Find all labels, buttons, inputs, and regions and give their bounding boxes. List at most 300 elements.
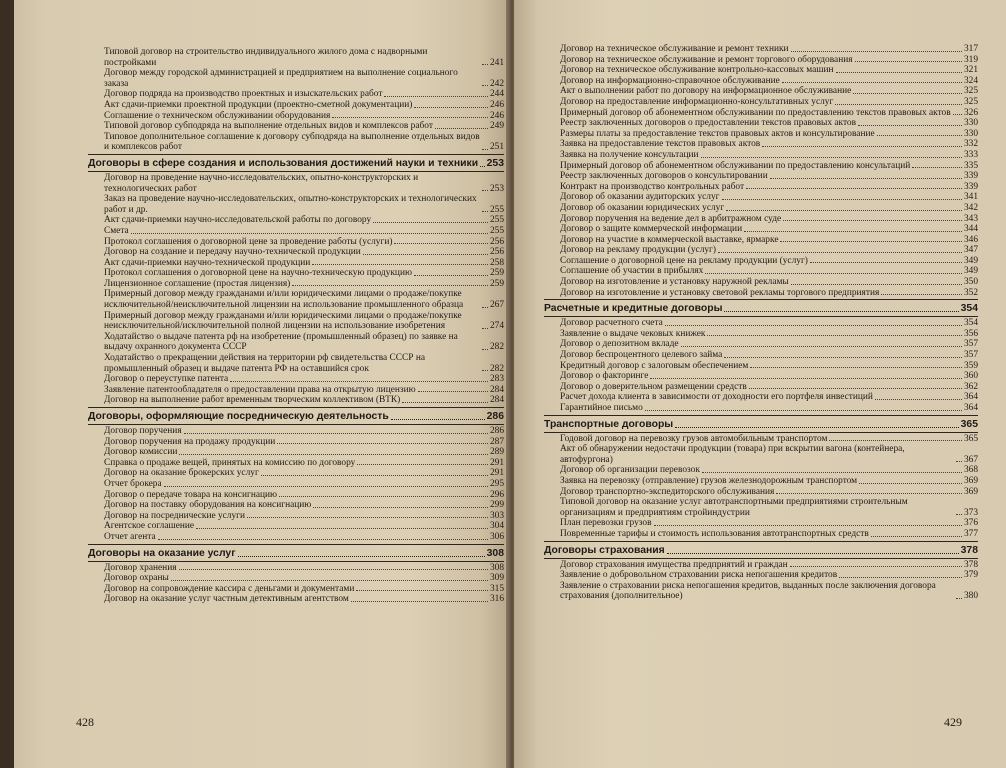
leader-dots (956, 514, 962, 515)
leader-dots (780, 241, 961, 242)
toc-entry-page: 325 (963, 86, 978, 97)
toc-entry (544, 245, 978, 256)
toc-entry-page: 296 (489, 489, 504, 500)
toc-entry-title: Договор о факторинге (560, 371, 649, 382)
leader-dots (702, 472, 962, 473)
leader-dots (912, 167, 962, 168)
toc-entry-title: Кредитный договор с залоговым обеспечением (560, 360, 749, 371)
toc-entry (544, 581, 978, 602)
leader-dots (482, 85, 488, 86)
toc-entry-page: 380 (963, 591, 978, 602)
toc-entry-page: 303 (489, 510, 504, 521)
leader-dots (179, 454, 488, 455)
leader-dots (418, 391, 488, 392)
leader-dots (681, 346, 962, 347)
toc-entry-title: Гарантийное письмо (560, 403, 643, 413)
leader-dots (853, 93, 962, 94)
toc-entry-title: План перевозки грузов (560, 518, 652, 529)
toc-entry-page: 241 (489, 57, 504, 68)
toc-entry-title: Лицензионное соглашение (простая лицензия) (104, 278, 291, 289)
leader-dots (859, 483, 962, 484)
toc-entry-title: Заказ на проведение научно-исследовательских, опытно-конструкторских и технологических работ и др. (104, 194, 477, 215)
toc-entry (544, 518, 978, 529)
toc-entry (88, 353, 504, 374)
toc-entry-page: 349 (963, 255, 978, 266)
leader-dots (877, 135, 962, 136)
toc-entry (544, 161, 978, 172)
section-page-number: 286 (486, 411, 504, 422)
leader-dots (667, 553, 959, 554)
leader-dots (247, 517, 488, 518)
toc-entry-page: 368 (963, 465, 978, 476)
toc-entry (88, 374, 504, 385)
leader-dots (391, 419, 485, 420)
section-rule (88, 171, 504, 172)
toc-entry-title: Договор транспортно-экспедиторского обслуживания (560, 486, 775, 497)
toc-entry-title: Реестр заключенных договоров о консультировании (560, 171, 768, 182)
toc-entry-page: 284 (489, 395, 504, 406)
toc-entry (544, 444, 978, 465)
leader-dots (482, 370, 488, 371)
section-title: Транспортные договоры (544, 418, 674, 430)
toc-entry-title: Контракт на производство контрольных работ (560, 181, 745, 192)
leader-dots (782, 82, 962, 83)
toc-entry-page: 291 (489, 457, 504, 468)
toc-entry (544, 560, 978, 571)
toc-entry (544, 339, 978, 350)
toc-entry (544, 203, 978, 214)
toc-entry (88, 89, 504, 100)
toc-entry (88, 573, 504, 584)
leader-dots (750, 367, 962, 368)
toc-entry (88, 258, 504, 269)
toc-entry (544, 76, 978, 87)
section-rule (88, 561, 504, 562)
toc-entry (544, 224, 978, 235)
section-page-number: 308 (486, 547, 504, 559)
toc-entry-page: 379 (963, 570, 978, 581)
leader-dots (791, 284, 962, 285)
toc-entry (544, 256, 978, 267)
leader-dots (726, 210, 962, 211)
toc-entry (88, 437, 504, 448)
leader-dots (384, 96, 487, 97)
section-rule (544, 558, 978, 559)
toc-entry (88, 490, 504, 501)
leader-dots (665, 325, 962, 326)
toc-entry (88, 500, 504, 511)
toc-entry-title: Типовой договор на оказание услуг автотранспортными предприятиями строительным организациям и предприятиям стройиндустрии (560, 497, 908, 518)
toc-entry-page: 364 (963, 392, 978, 403)
toc-entry-page: 286 (489, 426, 504, 436)
toc-entry-page: 335 (963, 160, 978, 171)
toc-entry-page: 267 (489, 300, 504, 311)
toc-entry-title: Отчет агента (104, 531, 156, 542)
toc-entry (88, 247, 504, 258)
toc-entry-title: Договор на техническое обслуживание и ремонт торгового оборудования (560, 54, 853, 65)
leader-dots (722, 199, 962, 200)
toc-entry-page: 274 (489, 321, 504, 332)
section-rule (544, 299, 978, 300)
toc-entry-title: Справка о продаже вещей, принятых на комиссию по договору (104, 457, 356, 468)
toc-entry-page: 367 (963, 454, 978, 465)
toc-entry (88, 215, 504, 226)
toc-entry-page: 359 (963, 360, 978, 371)
toc-entry-page: 256 (489, 247, 504, 258)
toc-entry-title: Смета (104, 225, 129, 236)
toc-entry-title: Договор поручения (104, 426, 182, 436)
toc-entry-page: 253 (489, 183, 504, 194)
leader-dots (164, 486, 488, 487)
toc-entry (544, 214, 978, 225)
toc-entry (88, 521, 504, 532)
leader-dots (650, 378, 962, 379)
toc-entry-page: 350 (963, 277, 978, 288)
leader-dots (791, 51, 962, 52)
toc-entry-title: Договор поручения на ведение дел в арбитражном суде (560, 213, 782, 224)
toc-entry-page: 378 (963, 559, 978, 570)
section-rule (88, 154, 504, 155)
section-page-number: 354 (960, 303, 978, 315)
leader-dots (482, 349, 488, 350)
toc-entry-page: 364 (963, 403, 978, 413)
toc-entry (88, 311, 504, 332)
leader-dots (705, 273, 962, 274)
toc-entry (544, 476, 978, 487)
toc-entry (544, 65, 978, 76)
toc-entry-page: 373 (963, 507, 978, 518)
leader-dots (414, 275, 488, 276)
toc-entry (544, 139, 978, 150)
toc-entry-page: 321 (963, 65, 978, 76)
toc-entry-title: Заявление патентообладателя о предоставлении права на открытую лицензию (104, 384, 416, 395)
toc-entry-page: 347 (963, 245, 978, 256)
leader-dots (724, 311, 958, 312)
section-rule (88, 544, 504, 545)
toc-entry-title: Договор хранения (104, 562, 177, 573)
toc-entry-page: 333 (963, 149, 978, 160)
toc-entry-title: Ходатайство о прекращении действия на территории рф свидетельства СССР на промышленный образец и выдаче патента РФ на оставшийся срок (104, 353, 426, 374)
right-toc (544, 44, 978, 602)
leader-dots (292, 285, 488, 286)
leader-dots (356, 590, 488, 591)
toc-entry (544, 44, 978, 55)
toc-entry-page: 354 (963, 318, 978, 329)
toc-entry-page: 308 (489, 562, 504, 573)
toc-entry-page: 319 (963, 54, 978, 65)
toc-entry (544, 108, 978, 119)
leader-dots (351, 601, 488, 602)
toc-entry-title: Договор о передаче товара на консигнацию (104, 489, 278, 500)
toc-entry-title: Договор на рекламу продукции (услуг) (560, 245, 717, 256)
toc-entry-page: 282 (489, 342, 504, 353)
section-title: Договоры в сфере создания и использования достижений науки и техники (88, 157, 479, 169)
toc-entry-title: Договор на оказание брокерских услуг (104, 468, 259, 479)
toc-entry-title: Договор об оказании аудиторских услуг (560, 192, 720, 203)
toc-entry-page: 357 (963, 350, 978, 361)
toc-entry-page: 325 (963, 96, 978, 107)
toc-entry (544, 403, 978, 414)
toc-entry-page: 369 (963, 475, 978, 486)
toc-entry-page: 284 (489, 384, 504, 395)
toc-entry-page: 287 (489, 436, 504, 447)
leader-dots (829, 440, 962, 441)
toc-entry-page: 369 (963, 486, 978, 497)
toc-entry-title: Акт о выполнении работ по договору на информационное обслуживание (560, 86, 852, 97)
right-page (514, 0, 1006, 768)
toc-entry-title: Примерный договор между гражданами и/или юридическими лицами о продаже/покупке неисключительной/исключительной полной лицензии на использование изобретения (104, 310, 462, 332)
toc-entry-title: Заявка на получение консультации (560, 149, 699, 160)
toc-entry (544, 97, 978, 108)
section-rule (88, 407, 504, 408)
toc-entry (544, 371, 978, 382)
toc-entry (544, 171, 978, 182)
toc-entry-title: Заявление о добровольном страховании риска непогашения кредитов (560, 570, 838, 581)
toc-entry (88, 426, 504, 437)
toc-entry-title: Примерный договор об абонементном обслуживании по предоставлению консультаций (560, 160, 911, 171)
leader-dots (701, 157, 962, 158)
toc-entry-page: 282 (489, 363, 504, 374)
toc-entry-page: 291 (489, 468, 504, 479)
toc-entry-title: Годовой договор на перевозку грузов автомобильным транспортом (560, 433, 828, 444)
toc-entry-title: Договор на поставку оборудования на консигнацию (104, 500, 312, 511)
toc-entry-title: Агентское соглашение (104, 521, 195, 532)
section-heading (88, 548, 504, 560)
leader-dots (373, 222, 488, 223)
toc-entry-page: 326 (963, 107, 978, 118)
toc-entry-page: 357 (963, 339, 978, 350)
toc-entry (88, 468, 504, 479)
toc-entry-title: Ходатайство о выдаче патента рф на изобретение (промышленный образец) по заявке на выдачу охранного документа СССР (104, 331, 458, 353)
leader-dots (312, 264, 488, 265)
toc-entry-title: Договор поручения на продажу продукции (104, 436, 276, 447)
toc-entry (88, 268, 504, 279)
leader-dots (482, 190, 488, 191)
toc-entry-title: Договор об организации перевозок (560, 465, 700, 476)
toc-entry (544, 235, 978, 246)
toc-entry (544, 318, 978, 329)
toc-entry-title: Соглашение об участии в прибылях (560, 266, 704, 277)
toc-entry-page: 362 (963, 381, 978, 392)
leader-dots (744, 231, 962, 232)
toc-entry-page: 306 (489, 531, 504, 542)
toc-entry-title: Договор на изготовление и установку наружной рекламы (560, 277, 789, 288)
section-rule (88, 424, 504, 425)
toc-entry-page: 346 (963, 234, 978, 245)
toc-entry-title: Примерный договор между гражданами и/или юридическими лицами о продаже/покупке исключительной/неисключительной лицензии на использование промышленного образца (104, 289, 464, 311)
toc-entry (88, 532, 504, 543)
section-title: Договоры страхования (544, 544, 665, 556)
toc-entry (88, 385, 504, 396)
leader-dots (956, 598, 962, 599)
toc-entry-page: 365 (963, 433, 978, 444)
leader-dots (746, 188, 962, 189)
section-rule (544, 316, 978, 317)
leader-dots (482, 211, 488, 212)
toc-entry (88, 511, 504, 522)
leader-dots (855, 61, 962, 62)
toc-entry-title: Соглашение о техническом обслуживании оборудования (104, 110, 331, 121)
toc-entry-page: 304 (489, 521, 504, 532)
toc-entry-title: Договор на предоставление информационно-консультативных услуг (560, 96, 834, 107)
toc-entry-title: Договор охраны (104, 573, 169, 584)
left-page (14, 0, 510, 768)
toc-entry (88, 121, 504, 132)
toc-entry (88, 68, 504, 89)
toc-entry (544, 277, 978, 288)
toc-entry-title: Заявка на предоставление текстов правовых актов (560, 139, 761, 150)
leader-dots (480, 166, 485, 167)
leader-dots (881, 294, 962, 295)
leader-dots (839, 577, 962, 578)
leader-dots (783, 220, 962, 221)
leader-dots (654, 525, 962, 526)
toc-entry-title: Заявка на перевозку (отправление) грузов железнодорожным транспортом (560, 475, 858, 486)
leader-dots (261, 475, 488, 476)
leader-dots (749, 388, 962, 389)
section-page-number: 253 (486, 157, 504, 169)
leader-dots (277, 443, 488, 444)
toc-entry-title: Договор подряда на производство проектных и изыскательских работ (104, 89, 383, 100)
leader-dots (131, 233, 488, 234)
toc-entry-title: Акт сдачи-приемки проектной продукции (проектно-сметной документации) (104, 99, 413, 110)
toc-entry-page: 339 (963, 181, 978, 192)
toc-entry-page: 330 (963, 118, 978, 129)
toc-entry (88, 173, 504, 194)
leader-dots (836, 72, 962, 73)
toc-entry (544, 118, 978, 129)
toc-entry-title: Повременные тарифы и стоимость использования автотранспортных средств (560, 528, 869, 539)
toc-entry-title: Договор на посреднические услуги (104, 510, 246, 521)
leader-dots (171, 580, 488, 581)
toc-entry (88, 447, 504, 458)
toc-entry (88, 289, 504, 310)
toc-entry-page: 315 (489, 583, 504, 594)
toc-entry-title: Протокол соглашения о договорной цене за проведение работы (услуги) (104, 236, 393, 247)
toc-entry-page: 256 (489, 236, 504, 247)
toc-entry (88, 279, 504, 290)
toc-entry (544, 129, 978, 140)
leader-dots (482, 307, 488, 308)
leader-dots (357, 464, 488, 465)
toc-entry (544, 392, 978, 403)
toc-entry-page: 246 (489, 110, 504, 121)
section-rule (544, 415, 978, 416)
toc-entry-title: Договор на сопровождение кассира с деньгами и документами (104, 583, 355, 594)
toc-entry-title: Договор на изготовление и установку световой рекламы торгового предприятия (560, 287, 880, 298)
toc-entry-page: 246 (489, 99, 504, 110)
toc-entry-page: 295 (489, 478, 504, 489)
toc-entry-title: Договор на участие в коммерческой выставке, ярмарке (560, 234, 779, 245)
toc-entry-page: 283 (489, 374, 504, 385)
leader-dots (394, 243, 487, 244)
toc-entry (544, 570, 978, 581)
section-heading (544, 419, 978, 431)
section-rule (544, 541, 978, 542)
leader-dots (482, 149, 488, 150)
toc-entry-page: 309 (489, 573, 504, 584)
toc-entry (88, 194, 504, 215)
left-page-number: 428 (76, 715, 94, 729)
leader-dots (332, 117, 488, 118)
toc-entry-title: Акт сдачи-приемки научно-технической продукции (104, 257, 311, 268)
toc-entry-page: 259 (489, 278, 504, 289)
toc-entry-title: Заявление о страховании риска непогашения кредитов, выданных после заключения договора страхования (дополнительное) (560, 580, 936, 602)
toc-entry-page: 255 (489, 225, 504, 236)
leader-dots (363, 254, 488, 255)
leader-dots (196, 528, 488, 529)
right-page-number: 429 (944, 715, 962, 729)
toc-entry-page: 376 (963, 518, 978, 529)
toc-entry (88, 563, 504, 574)
leader-dots (158, 539, 488, 540)
toc-entry (544, 55, 978, 66)
toc-entry (544, 182, 978, 193)
toc-entry-title: Договор комиссии (104, 447, 178, 458)
toc-entry-page: 339 (963, 171, 978, 182)
toc-entry (544, 465, 978, 476)
toc-entry-title: Акт об обнаружении недостачи продукции (товара) при вскрытии вагона (контейнера, автофургона) (560, 444, 905, 465)
toc-entry-title: Договор о переуступке патента (104, 374, 229, 385)
toc-entry (88, 479, 504, 490)
leader-dots (956, 461, 962, 462)
toc-entry-page: 251 (489, 142, 504, 153)
toc-entry (88, 594, 504, 605)
leader-dots (762, 146, 962, 147)
toc-entry (544, 487, 978, 498)
toc-entry-page: 356 (963, 328, 978, 339)
toc-entry (88, 395, 504, 406)
section-page-number: 378 (960, 544, 978, 556)
leader-dots (645, 410, 962, 411)
toc-entry (544, 434, 978, 445)
section-heading (88, 158, 504, 170)
toc-entry-page: 324 (963, 75, 978, 86)
leader-dots (810, 262, 962, 263)
leader-dots (675, 427, 958, 428)
toc-entry (88, 111, 504, 122)
leader-dots (790, 566, 962, 567)
toc-entry-title: Соглашение о договорной цене на рекламу продукции (услуг) (560, 255, 808, 266)
leader-dots (858, 125, 962, 126)
toc-entry-page: 330 (963, 128, 978, 139)
leader-dots (435, 128, 488, 129)
toc-entry-title: Договор на создание и передачу научно-технической продукции (104, 247, 361, 258)
toc-entry-title: Договор между городской администрацией и предприятием на выполнение социального заказа (104, 68, 458, 89)
toc-entry-page: 258 (489, 257, 504, 268)
leader-dots (482, 328, 488, 329)
toc-entry (544, 329, 978, 340)
toc-entry (88, 237, 504, 248)
toc-entry-title: Типовое дополнительное соглашение к договору субподряда на выполнение отдельных видов и комплексов работ (104, 131, 480, 153)
toc-entry-page: 349 (963, 266, 978, 277)
toc-entry-page: 352 (963, 287, 978, 298)
toc-entry-page: 289 (489, 447, 504, 458)
leader-dots (230, 381, 488, 382)
toc-entry-title: Типовой договор на строительство индивидуального жилого дома с надворными постройками (104, 47, 428, 68)
toc-entry (544, 288, 978, 299)
toc-entry-page: 242 (489, 78, 504, 89)
toc-entry-title: Договор на техническое обслуживание и ремонт техники (560, 44, 789, 54)
section-heading (544, 545, 978, 557)
toc-entry (88, 47, 504, 68)
toc-entry (88, 132, 504, 153)
toc-entry-page: 299 (489, 500, 504, 511)
toc-entry-page: 255 (489, 204, 504, 215)
toc-entry (544, 150, 978, 161)
leader-dots (871, 536, 962, 537)
leader-dots (313, 507, 488, 508)
